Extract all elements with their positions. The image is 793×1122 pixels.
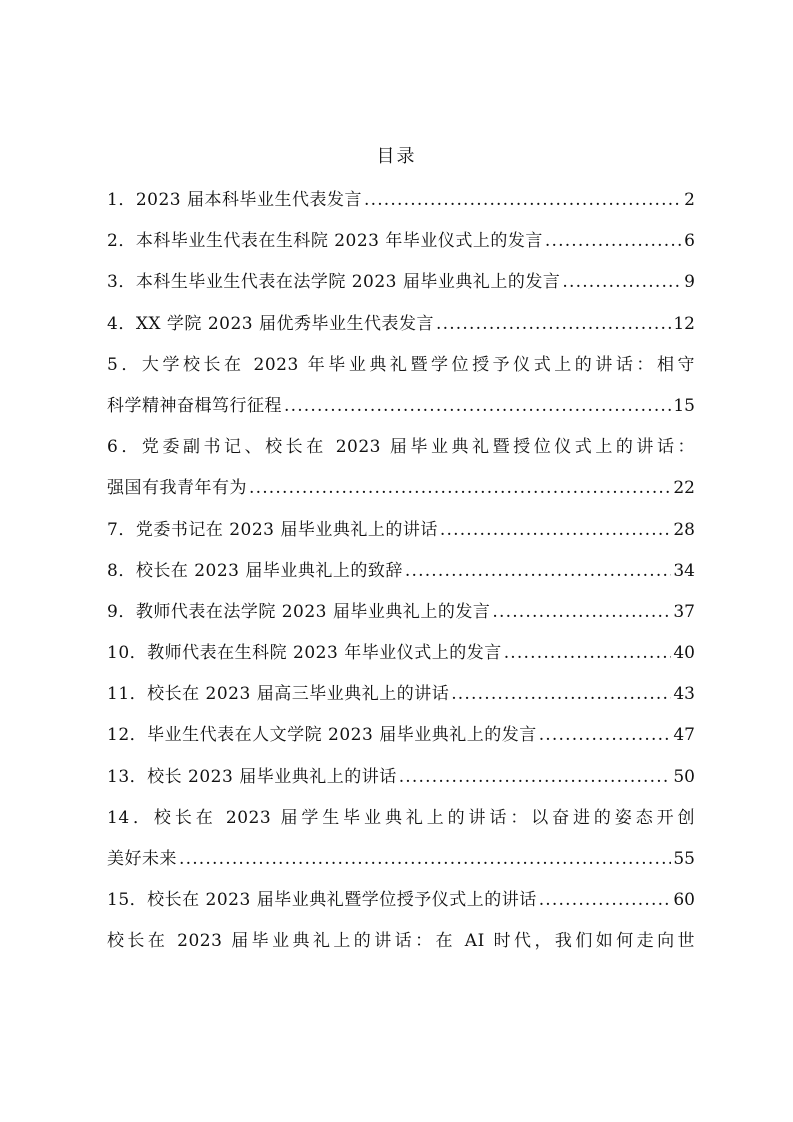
toc-leader-dots — [539, 715, 672, 756]
toc-page-number: 47 — [673, 725, 695, 746]
toc-entry-line[interactable] — [107, 798, 695, 839]
toc-page-number: 22 — [673, 478, 695, 499]
toc-page-number: 50 — [673, 766, 695, 787]
toc-leader-dots — [539, 880, 672, 921]
table-of-contents — [107, 180, 695, 963]
toc-title: 目录 — [376, 146, 417, 167]
toc-page-number: 60 — [673, 890, 695, 911]
toc-entry-text: 6．党委副书记、校长在 2023 届毕业典礼暨授位仪式上的讲话： — [107, 437, 695, 458]
toc-entry-line[interactable] — [107, 180, 695, 221]
toc-page-number: 37 — [673, 601, 695, 622]
toc-entry-text: 4．XX 学院 2023 届优秀毕业生代表发言 — [107, 313, 434, 334]
toc-leader-dots — [504, 633, 672, 674]
toc-entry-text: 7．党委书记在 2023 届毕业典礼上的讲话 — [107, 519, 438, 540]
toc-entry-line[interactable] — [107, 592, 695, 633]
toc-leader-dots — [364, 180, 682, 221]
toc-leader-dots — [405, 551, 671, 592]
toc-page-number: 34 — [673, 560, 695, 581]
toc-leader-dots — [249, 468, 671, 509]
toc-entry-line[interactable] — [107, 633, 695, 674]
toc-entry-text: 14．校长在 2023 届学生毕业典礼上的讲话：以奋进的姿态开创 — [107, 807, 695, 828]
toc-entry-text: 9．教师代表在法学院 2023 届毕业典礼上的发言 — [107, 601, 491, 622]
toc-entry-text: 11．校长在 2023 届高三毕业典礼上的讲话 — [107, 684, 450, 705]
toc-entry-text: 5．大学校长在 2023 年毕业典礼暨学位授予仪式上的讲话：相守 — [107, 354, 695, 375]
toc-entry-line[interactable] — [107, 304, 695, 345]
toc-page-number: 6 — [684, 231, 695, 252]
toc-entry-line[interactable] — [107, 839, 695, 880]
toc-entry-line[interactable] — [107, 468, 695, 509]
toc-entry-line[interactable] — [107, 386, 695, 427]
toc-entry-line[interactable] — [107, 880, 695, 921]
toc-entry-line[interactable] — [107, 221, 695, 262]
toc-entry-line[interactable] — [107, 345, 695, 386]
toc-page-number: 55 — [673, 849, 695, 869]
toc-leader-dots — [545, 221, 682, 262]
toc-leader-dots — [436, 304, 671, 345]
toc-entry-line[interactable] — [107, 757, 695, 798]
toc-entry-text: 校长在 2023 届毕业典礼上的讲话：在 AI 时代，我们如何走向世 — [107, 931, 695, 952]
toc-page-number: 15 — [673, 395, 695, 416]
toc-entry-text: 2．本科毕业生代表在生科院 2023 年毕业仪式上的发言 — [107, 231, 543, 252]
toc-leader-dots — [440, 510, 671, 551]
toc-page-number: 28 — [673, 519, 695, 540]
toc-page-number: 12 — [673, 313, 695, 334]
toc-entry-text: 1．2023 届本科毕业生代表发言 — [107, 190, 362, 210]
toc-entry-text: 3．本科生毕业生代表在法学院 2023 届毕业典礼上的发言 — [107, 272, 561, 293]
toc-entry-line[interactable] — [107, 510, 695, 551]
toc-leader-dots — [179, 839, 671, 880]
toc-leader-dots — [451, 674, 671, 715]
toc-entry-line[interactable] — [107, 262, 695, 303]
toc-entry-line[interactable] — [107, 921, 695, 962]
toc-entry-text: 8．校长在 2023 届毕业典礼上的致辞 — [107, 560, 403, 581]
toc-entry-text: 12．毕业生代表在人文学院 2023 届毕业典礼上的发言 — [107, 725, 537, 746]
toc-entry-text: 强国有我青年有为 — [107, 478, 247, 499]
toc-entry-line[interactable] — [107, 715, 695, 756]
toc-page-number: 40 — [673, 643, 695, 664]
toc-leader-dots — [562, 262, 682, 303]
toc-entry-text: 美好未来 — [107, 849, 177, 869]
toc-leader-dots — [492, 592, 671, 633]
toc-entry-text: 10．教师代表在生科院 2023 年毕业仪式上的发言 — [107, 643, 502, 664]
toc-entry-text: 科学精神奋楫笃行征程 — [107, 395, 282, 416]
toc-leader-dots — [284, 386, 671, 427]
toc-entry-line[interactable] — [107, 427, 695, 468]
toc-entry-line[interactable] — [107, 551, 695, 592]
toc-page-number: 9 — [684, 272, 695, 293]
toc-entry-line[interactable] — [107, 674, 695, 715]
toc-page-number: 2 — [684, 190, 695, 210]
toc-leader-dots — [399, 757, 672, 798]
toc-page-number: 43 — [673, 684, 695, 705]
toc-entry-text: 15．校长在 2023 届毕业典礼暨学位授予仪式上的讲话 — [107, 890, 537, 911]
toc-entry-text: 13．校长 2023 届毕业典礼上的讲话 — [107, 766, 397, 787]
